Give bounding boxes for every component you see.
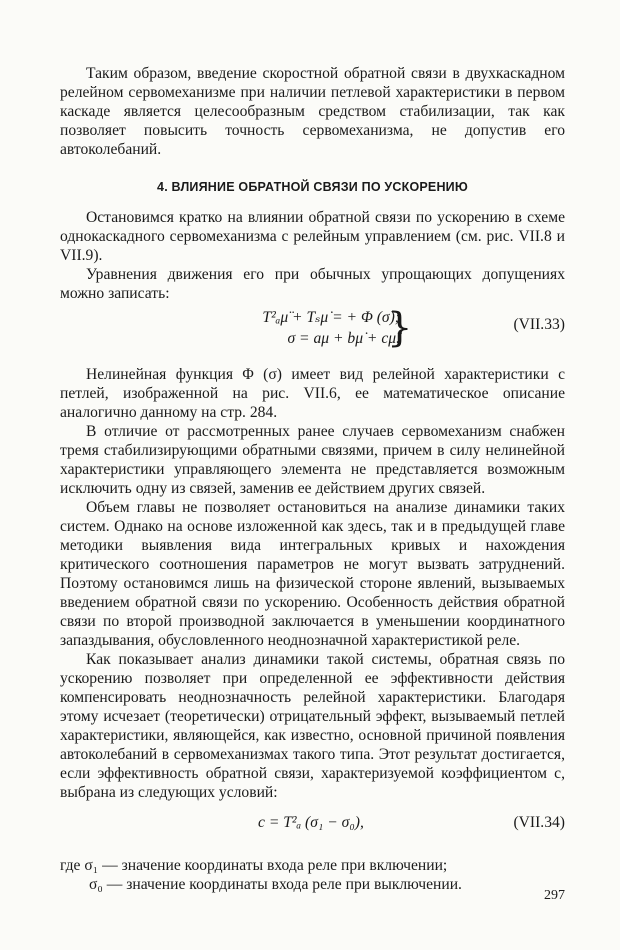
paragraph-4: В отличие от рассмотренных ранее случаев сервомеханизм снабжен тремя стабилизирующими обратными связями, причем в силу нелинейной характеристики управляющего элемента не представляется возможным исключить одну из связей, заменив ее действием других связей. <box>60 423 565 497</box>
paragraph-5: Объем главы не позволяет остановиться на анализе динамики таких систем. Однако на основе изложенной как здесь, так и в предыдущей главе методики выявления вида интегральных кривых и нахождения критического соотношения параметров не могут вызвать затруднений. Поэтому остановимся лишь на физической стороне явлений, вызываемых введением обратной связи по ускорению. Особенность действия обратной связи по второй производной заключается в уменьшении координатного запаздывания, обусловленного неоднозначной характеристикой реле. <box>60 499 565 649</box>
paragraph-2: Уравнения движения его при обычных упрощающих допущениях можно записать: <box>60 266 565 302</box>
equation-formula: c = T²ₐ (σ₁ − σ₀), <box>258 814 364 831</box>
brace-symbol: } <box>387 305 413 351</box>
definitions <box>60 856 565 894</box>
page-number: 297 <box>544 888 565 903</box>
equation-line-2: σ = aμ + bμ̇ + cμ̈. <box>287 330 400 347</box>
paragraph-intro: Таким образом, введение скоростной обратной связи в двухкаскадном релейном сервомеханизме при наличии петлевой характеристики в первом каскаде является целесообразным средством стабилизации, так как позволяет повысить точность сервомеханизма, не допустив его автоколебаний. <box>60 65 565 158</box>
equation-line-1: T²ₐμ̈ + Tₛμ̇ = + Φ (σ); <box>262 309 400 326</box>
equation-number: (VII.34) <box>513 814 565 831</box>
equation-vii-34 <box>60 814 565 838</box>
paragraph-3: Нелинейная функция Φ (σ) имеет вид релейной характеристики с петлей, изображенной на рис. VII.6, ее математическое описание аналогично данному на стр. 284. <box>60 366 565 421</box>
paragraph-1: Остановимся кратко на влиянии обратной связи по ускорению в схеме однокаскадного сервомеханизма с релейным управлением (см. рис. VII.8 и VII.9). <box>60 209 565 264</box>
definition-line: σ₀ — значение координаты входа реле при выключении. <box>89 876 462 893</box>
definition-line: где σ₁ — значение координаты входа реле при включении; <box>60 857 448 874</box>
equation-vii-33 <box>60 305 565 355</box>
page-body <box>60 64 565 894</box>
section-title: 4. ВЛИЯНИЕ ОБРАТНОЙ СВЯЗИ ПО УСКОРЕНИЮ <box>157 180 468 194</box>
equation-number: (VII.33) <box>513 316 565 333</box>
paragraph-6: Как показывает анализ динамики такой системы, обратная связь по ускорению позволяет при определенной ее эффективности действия компенсировать неоднозначность релейной характеристики. Благодаря этому исчезает (теоретически) отрицательный эффект, вызываемый петлей характеристики, являющейся, как известно, основной причиной появления автоколебаний в сервомеханизмах такого типа. Этот результат достигается, если эффективность обратной связи, характеризуемой коэффициентом c, выбрана из следующих условий: <box>60 651 565 801</box>
